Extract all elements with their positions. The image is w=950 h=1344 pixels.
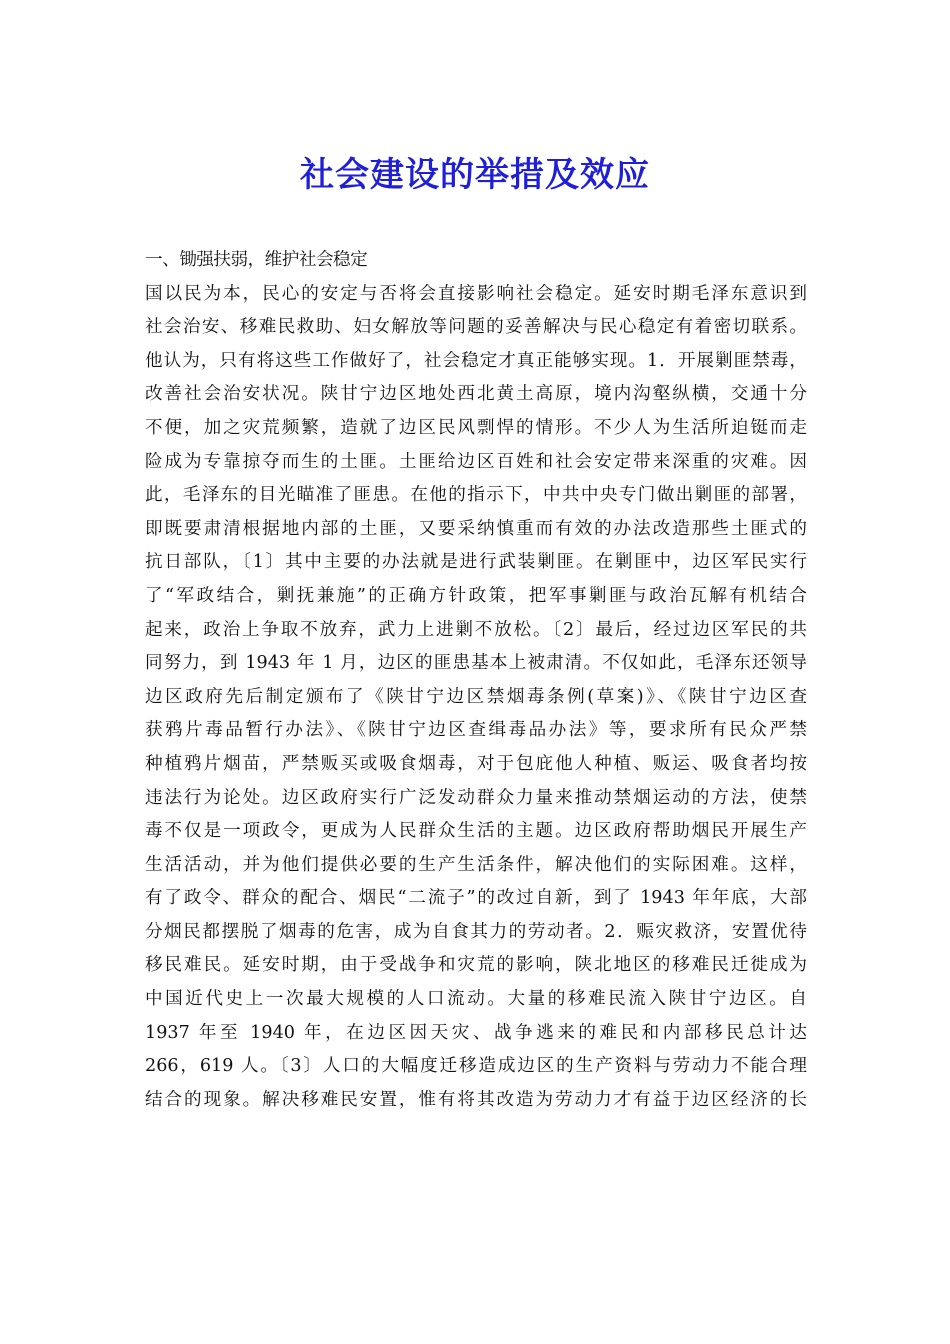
paragraph-line: 改善社会治安状况。陕甘宁边区地处西北黄土高原，境内沟壑纵横，交通十分 [145, 384, 807, 405]
paragraph-line: 同努力，到 1943 年 1 月，边区的匪患基本上被肃清。不仅如此，毛泽东还领导 [145, 653, 807, 674]
paragraph-line: 违法行为论处。边区政府实行广泛发动群众力量来推动禁烟运动的方法，使禁 [145, 787, 807, 808]
paragraph-line: 起来，政治上争取不放弃，武力上进剿不放松。〔2〕最后，经过边区军民的共 [145, 619, 807, 640]
paragraph-line: 生活活动，并为他们提供必要的生产生活条件，解决他们的实际困难。这样， [145, 854, 807, 875]
paragraph-line: 1937 年至 1940 年，在边区因天灾、战争逃来的难民和内部移民总计达 [145, 1022, 807, 1043]
paragraph-line: 分烟民都摆脱了烟毒的危害，成为自食其力的劳动者。2．赈灾救济，安置优待 [145, 921, 807, 942]
paragraph-line: 国以民为本，民心的安定与否将会直接影响社会稳定。延安时期毛泽东意识到 [145, 283, 807, 304]
paragraph-line: 不便，加之灾荒频繁，造就了边区民风剽悍的情形。不少人为生活所迫铤而走 [145, 417, 807, 438]
paragraph-line: 结合的现象。解决移难民安置，惟有将其改造为劳动力才有益于边区经济的长 [145, 1089, 807, 1110]
paragraph-line: 毒不仅是一项政令，更成为人民群众生活的主题。边区政府帮助烟民开展生产 [145, 821, 807, 842]
paragraph-line: 移民难民。延安时期，由于受战争和灾荒的影响，陕北地区的移难民迁徙成为 [145, 955, 807, 976]
document-title: 社会建设的举措及效应 [300, 154, 650, 195]
paragraph-line: 抗日部队，〔1〕其中主要的办法就是进行武装剿匪。在剿匪中，边区军民实行 [145, 552, 807, 573]
paragraph-line: 险成为专靠掠夺而生的土匪。土匪给边区百姓和社会安定带来深重的灾难。因 [145, 451, 807, 472]
paragraph-line: 中国近代史上一次最大规模的人口流动。大量的移难民流入陕甘宁边区。自 [145, 989, 807, 1010]
paragraph-line: 有了政令、群众的配合、烟民“二流子”的改过自新，到了 1943 年年底，大部 [145, 888, 807, 909]
paragraph-line: 社会治安、移难民救助、妇女解放等问题的妥善解决与民心稳定有着密切联系。 [145, 317, 807, 338]
paragraph-line: 此，毛泽东的目光瞄准了匪患。在他的指示下，中共中央专门做出剿匪的部署， [145, 485, 807, 506]
paragraph-line: 即既要肃清根据地内部的土匪，又要采纳慎重而有效的办法改造那些土匪式的 [145, 518, 807, 539]
paragraph-line: 了“军政结合，剿抚兼施”的正确方针政策，把军事剿匪与政治瓦解有机结合 [145, 585, 807, 606]
section-heading: 一、锄强扶弱，维护社会稳定 [145, 250, 368, 270]
paragraph-line: 266，619 人。〔3〕人口的大幅度迁移造成边区的生产资料与劳动力不能合理 [145, 1056, 807, 1077]
paragraph-line: 他认为，只有将这些工作做好了，社会稳定才真正能够实现。1．开展剿匪禁毒， [145, 350, 807, 371]
body-paragraph [145, 278, 807, 1118]
paragraph-line: 种植鸦片烟苗，严禁贩买或吸食烟毒，对于包庇他人种植、贩运、吸食者均按 [145, 753, 807, 774]
paragraph-line: 获鸦片毒品暂行办法》、《陕甘宁边区查缉毒品办法》等，要求所有民众严禁 [145, 720, 807, 741]
paragraph-line: 边区政府先后制定颁布了《陕甘宁边区禁烟毒条例(草案)》、《陕甘宁边区查 [145, 686, 807, 707]
document-body [145, 244, 807, 1117]
